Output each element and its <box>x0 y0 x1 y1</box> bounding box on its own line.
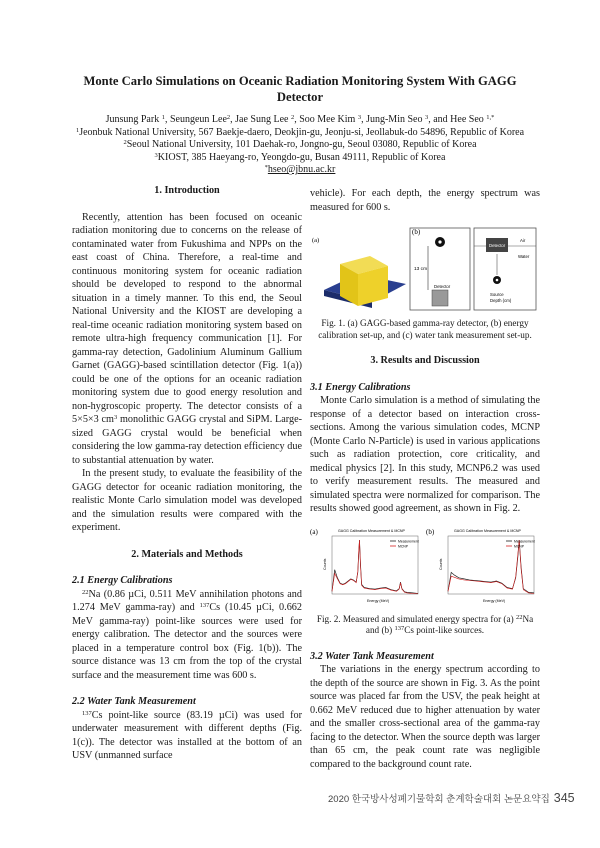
chart-b-xlabel: Energy (MeV) <box>483 598 506 603</box>
figure-1-label-b: (b) <box>412 228 421 236</box>
author-block <box>40 114 560 177</box>
air-label: Air <box>520 238 526 243</box>
subsection-heading-results-water-tank: 3.2 Water Tank Measurement <box>310 650 434 662</box>
affiliation-3: $^3$KIOST, 385 Haeyang-ro, Yeongdo-gu, Busan 49111, Republic of Korea <box>154 151 446 163</box>
paper-title: Monte Carlo Simulations on Oceanic Radiation Monitoring System With GAGG Detector <box>83 74 517 104</box>
chart-a-xlabel: Energy (MeV) <box>367 598 390 603</box>
intro-paragraph-1: Recently, attention has been focused on oceanic radiation monitoring due to concerns on the release of contaminated water from Fukushima and NPPs on the east coast of China. Therefore, a real-time and continuous monitoring system for oceanic radiation should be developed to respond to the abnormal situation in a timely manner. To this end, the Seoul National University and the KIOST are developing a real-time oceanic radiation monitoring system based on remote ultra-high frequency communication [1]. For gamma-ray detection, Gadolinium Aluminum Gallium Garnet (GAGG)-based scintillation detector (Fig. 1(a)) could be one of the options for an oceanic radiation monitoring system due to good energy resolution and non-hygroscopic property. The detector consists of a 5×5×3 $cm^3$ monolithic GAGG crystal and SiPM. Large-sized GAGG crystal would be beneficial when considering the low gamma-ray detection efficiency due to substantial attenuation by water. <box>72 211 302 466</box>
results-paragraph-2: The variations in the energy spectrum according to the depth of the source are shown in Fig. 3. As the point source was placed far from the USV, the peak height at 0.662 MeV reduced due to higher attenuation by water and the smaller cross-sectional area of the gamma-ray facing to the detector. When the source depth was larger than 65 cm, the peak count rate was negligible compared to the background count rate. <box>310 664 540 770</box>
chart-a-title: GAGG Calibration Measurement & MCNP <box>338 528 405 533</box>
figure-2-caption: Fig. 2. Measured and simulated energy spectra for (a) $^{22}$Na and (b) $^{137}$Cs point-like sources. <box>316 613 534 635</box>
author-list: Junsung Park $^1$, Seungeun Lee$^2$, Jae Sung Lee $^2$, Soo Mee Kim $^3$, Jung-Min Seo $^3$, and Hee Seo $^{1,*}$ <box>105 114 495 125</box>
figure-2-label-b: (b) <box>426 527 435 536</box>
methods-paragraph-2: $^{137}$Cs point-like source (83.19 µCi) was used for underwater measurement with different depths (Fig. 1(c)). The detector was installed at the bottom of an USV (unmanned surface <box>72 709 302 761</box>
affiliation-2: $^2$Seoul National University, 101 Daehak-ro, Jongno-gu, Seoul 03080, Republic of Korea <box>123 139 477 151</box>
subsection-heading-water-tank: 2.2 Water Tank Measurement <box>72 696 196 707</box>
depth-label: Depth (cm) <box>490 298 512 303</box>
methods-paragraph-2-continued: vehicle). For each depth, the energy spectrum was measured for 600 s. <box>310 188 540 213</box>
usv-detector-label: Detector <box>489 243 506 248</box>
chart-b-legend-label: MCNP <box>514 543 524 548</box>
figure-2-label-a: (a) <box>310 527 318 536</box>
methods-paragraph-1: $^{22}$Na (0.86 µCi, 0.511 MeV annihilation photons and 1.274 MeV gamma-ray) and $^{137}$Cs (10.45 µCi, 0.662 MeV gamma-ray) point-like sources were used for energy calibration. The detector and the sources were placed in a temperature control box (Fig. 1(b)). The source distance was 13 cm from the top of the crystal surface and the measurement time was 600 s. <box>72 588 302 681</box>
radiation-source-icon <box>435 237 445 247</box>
subsection-heading-results-energy-calibrations: 3.1 Energy Calibrations <box>310 381 411 393</box>
section-heading-introduction: 1. Introduction <box>154 185 220 196</box>
affiliation-1: $^1$Jeonbuk National University, 567 Baekje-daero, Deokjin-gu, Jeonju-si, Jeollabuk-do 54896, Republic of Korea <box>75 126 525 138</box>
figure-1-caption: Fig. 1. (a) GAGG-based gamma-ray detector, (b) energy calibration set-up, and (c) water tank measurement set-up. <box>318 318 532 340</box>
left-column <box>72 184 302 763</box>
gagg-crystal <box>340 256 388 306</box>
chart-a-ylabel: Counts <box>323 558 327 570</box>
conference-name: 2020 한국방사성폐기물학회 춘계학술대회 논문요약집 <box>328 794 550 805</box>
calibration-detector-label: Detector <box>434 284 451 289</box>
figure-1-label-a: (a) <box>312 237 320 244</box>
chart-b-ylabel: Counts <box>439 558 443 570</box>
water-source-icon <box>493 276 501 284</box>
right-column <box>310 187 540 771</box>
page-number: 345 <box>553 791 575 805</box>
calibration-detector <box>432 290 448 306</box>
subsection-heading-energy-calibrations: 2.1 Energy Calibrations <box>72 575 173 586</box>
figure-1-image <box>310 224 540 314</box>
distance-label: 13 cm <box>414 267 428 272</box>
chart-a-legend-label: MCNP <box>398 543 408 548</box>
results-paragraph-1: Monte Carlo simulation is a method of simulating the response of a detector based on interaction cross-sections. Among the various simulation codes, MCNP (Monte Carlo N-Particle) is used in various applications such as radiation protection, core criticality, and medical physics [2]. In this study, MCNP6.2 was used to verify measurement results. The measured and simulated spectra were normalized for comparison. The results showed good agreement, as shown in Fig. 2. <box>310 395 540 514</box>
figure-2-chart <box>310 524 540 610</box>
figure-1 <box>310 224 540 314</box>
source-label: Source <box>490 292 504 297</box>
figure-2 <box>310 524 540 610</box>
chart-b-legend-label: Measurement <box>514 538 535 543</box>
section-heading-methods: 2. Materials and Methods <box>131 548 243 560</box>
intro-paragraph-2: In the present study, to evaluate the feasibility of the GAGG detector for oceanic radiation monitoring, the realistic Monte Carlo simulation model was developed and the simulation results were compared with the experiment. <box>72 468 302 533</box>
chart-b-title: GAGG Calibration Measurement & MCNP <box>454 528 521 533</box>
corresponding-email[interactable]: *hseo@jbnu.ac.kr <box>264 164 336 176</box>
section-heading-results: 3. Results and Discussion <box>370 355 480 366</box>
water-label: Water <box>518 254 530 259</box>
chart-a-legend-label: Measurement <box>398 538 419 543</box>
page-footer <box>328 791 575 805</box>
